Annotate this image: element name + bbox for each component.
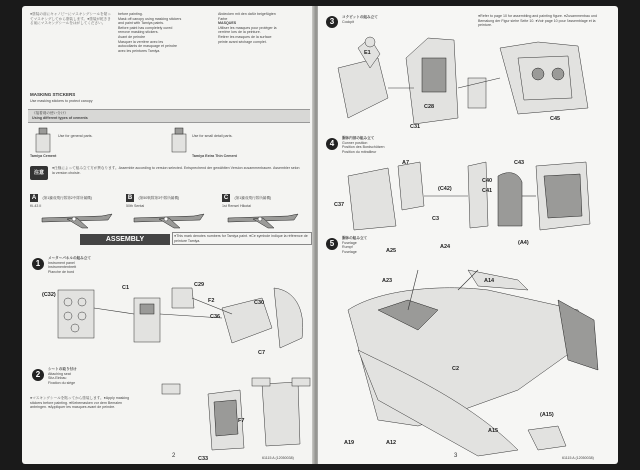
step-3-title <box>342 15 378 24</box>
step-3-note: ●Refer to page 10 for assembling and painting figure. ●Zusammenbau und Bemalung der Figur siehe Seite 10. ●Voir page 10 pour l'assemblage et la peinture. <box>478 14 598 28</box>
part-label-a15b: (A15) <box>540 412 554 418</box>
step-5-diagram <box>318 250 618 460</box>
step-1-number: 1 <box>32 258 44 270</box>
part-label-c30: C30 <box>254 300 265 306</box>
note2-line-4: verrière lors de la peinture. <box>218 30 261 35</box>
notes-column-3 <box>218 12 308 44</box>
note-line-6: Masquer la verrière avec les <box>118 39 164 44</box>
part-label-c43: C43 <box>514 160 525 166</box>
step-2-number: 2 <box>32 369 44 381</box>
note2-line-1: Farbe <box>218 16 228 21</box>
version-a-en: Ki-43 II <box>30 204 42 208</box>
footer-code-right: 61115 A (12050038) <box>562 456 594 460</box>
step-4-de: Position des Bordschützen <box>342 145 385 150</box>
assembly-heading: ASSEMBLY <box>80 234 170 245</box>
step-1-de: Instrumentenbrett <box>48 265 77 270</box>
note2-line-2: MASQUES <box>218 21 237 26</box>
step-2-jp: シートの取り付け <box>48 367 77 371</box>
part-label-a7: A7 <box>402 160 410 166</box>
version-c-letter: C <box>223 195 229 201</box>
part-label-a19: A19 <box>344 440 355 446</box>
step-5-number: 5 <box>326 238 338 250</box>
part-label-c28: C28 <box>424 104 435 110</box>
part-label-a15: A15 <box>488 428 499 434</box>
aircraft-b-icon <box>134 214 204 228</box>
part-label-a14: A14 <box>484 278 495 284</box>
step-5-en: Fuselage <box>342 240 357 245</box>
cement-bottles-illustration <box>22 126 314 166</box>
part-label-c1: C1 <box>122 285 130 291</box>
note2-line-5: Retirer les masques de la surface <box>218 34 272 39</box>
note-line-3: Before paint has completely cured <box>118 25 173 30</box>
cement1-text: Use for general parts. <box>58 134 93 138</box>
aircraft-c-icon <box>228 214 298 228</box>
note2-line-0: Abdecken mit den dafür beigefügten <box>218 12 276 16</box>
cement2-label: Tamiya Extra Thin Cement <box>192 154 237 158</box>
step-2-notes: ●マスキングシールを貼ってから塗装します。●Apply masking stickers before painting. ●Klebemasken vor dem Bemalen anbringen. ●Appliquer les masques avant de peindre. <box>30 396 130 410</box>
version-c-en: 1st Rensei Hikotai <box>222 204 251 208</box>
step-4-jp: 胴体内部の組み立て <box>342 136 375 140</box>
cement-section-bar <box>28 109 310 123</box>
step-5-de: Rumpf <box>342 245 353 250</box>
step-4-number: 4 <box>326 138 338 150</box>
step-2-en: Attaching seat <box>48 371 71 376</box>
part-label-a12: A12 <box>386 440 397 446</box>
notes-column-1 <box>30 12 112 26</box>
step-5-fr: Fuselage <box>342 249 357 254</box>
part-label-c37: C37 <box>334 202 345 208</box>
version-note: ●仕様によって組み立て方が異なります。Assemble according to version selected. Entsprechend der gewählten Version zusammenbauen. Assembler selon la version choisie. <box>52 166 300 175</box>
part-label-a4: (A4) <box>518 240 529 246</box>
version-c-jp: (第1錬成飛行隊所属機) <box>234 196 272 200</box>
step-2-fr: Fixation du siège <box>48 380 76 385</box>
step-3-en: Cockpit <box>342 19 354 24</box>
part-label-e1: E1 <box>364 50 371 56</box>
part-label-a25: A25 <box>386 248 397 254</box>
part-label-c36: C36 <box>210 314 221 320</box>
note-line-5: Avant de peindre <box>118 34 146 39</box>
part-label-c29: C29 <box>194 282 205 288</box>
note-line-8: avec les peintures Tamiya. <box>118 48 161 53</box>
part-label-c2: C2 <box>452 366 460 372</box>
part-label-c33: C33 <box>198 456 209 462</box>
aircraft-a-icon <box>42 214 112 228</box>
part-label-a24: A24 <box>440 244 451 250</box>
note-line-7: autocollants de masquage et peindre <box>118 44 177 49</box>
part-label-a23: A23 <box>382 278 393 284</box>
part-label-c32: (C32) <box>42 292 56 298</box>
note-line-0: before painting. <box>118 12 143 16</box>
jp-notes: ●塗装の前にキャノピーにマスキングシールを貼ってマスキングしてから塗装します。●塗装が乾ききる前にマスキングシールをはがしてください。 <box>30 12 111 26</box>
page-number-left: 2 <box>172 453 176 459</box>
step-1-jp: メーターパネルの組み立て <box>48 256 91 260</box>
step-2-de: Sitz-Einbau <box>48 376 67 381</box>
assembly-note: ●This mark denotes numbers for Tamiya paint. ●Ce symbole indique la référence de peinture Tamiya. <box>172 232 312 245</box>
note-line-1: Mask off canopy using masking stickers <box>118 16 182 21</box>
footer-code-left: 61115 A (12050038) <box>262 456 294 460</box>
step-4-fr: Position du mitrailleur <box>342 149 377 154</box>
part-label-c45: C45 <box>550 116 561 122</box>
step-4-en: Gunner position <box>342 140 368 145</box>
part-label-f2: F2 <box>208 298 215 304</box>
note2-line-3: Utiliser les masques pour protéger la <box>218 25 277 30</box>
version-b-jp: (第50戦隊第3中隊所属機) <box>138 196 180 200</box>
version-a-letter: A <box>31 195 37 201</box>
cement2-text: Use for small detail parts. <box>192 134 233 138</box>
version-badge: 注意 <box>30 166 48 180</box>
cement-section-jp: 《接着剤の使い分け》 <box>32 111 68 115</box>
part-label-c31: C31 <box>410 124 421 130</box>
step-4-diagram <box>318 146 618 236</box>
version-b-en: 50th Sentai <box>126 204 145 208</box>
step-1-en: Instrument panel <box>48 260 75 265</box>
masking-stickers-caption: Use masking stickers to protect canopy <box>30 99 93 103</box>
version-b-letter: B <box>127 195 133 201</box>
step-3-jp: コクピットの組み立て <box>342 15 378 19</box>
step-1-fr: Planche de bord <box>48 269 75 274</box>
note2-line-6: peinte avant séchage complet. <box>218 39 267 44</box>
note-line-4: remove masking stickers. <box>118 30 159 35</box>
part-label-f7: F7 <box>238 418 245 424</box>
instruction-page-left <box>22 6 314 464</box>
step-3-diagram <box>318 28 618 133</box>
step-5-jp: 胴体の組み立て <box>342 236 368 240</box>
cement-section-en: Using different types of cements <box>32 116 88 120</box>
instruction-page-right <box>318 6 618 464</box>
part-label-c40: C40 <box>482 178 493 184</box>
masking-stickers-heading: MASKING STICKERS <box>30 92 76 97</box>
cement1-label: Tamiya Cement <box>30 154 57 158</box>
step-3-number: 3 <box>326 16 338 28</box>
part-label-c42: (C42) <box>438 186 452 192</box>
part-label-c7: C7 <box>258 350 266 356</box>
step-2-diagram <box>122 374 314 454</box>
note-line-2: and paint with Tamiya paints. <box>118 21 165 26</box>
page-number-right: 3 <box>454 453 458 459</box>
step-1-diagram <box>22 268 314 378</box>
notes-column-2 <box>118 12 208 53</box>
part-label-c41: C41 <box>482 188 493 194</box>
step-2-title <box>48 367 77 385</box>
version-a-jp: (第1錬成飛行隊第2中隊所属機) <box>42 196 92 200</box>
part-label-c3: C3 <box>432 216 440 222</box>
